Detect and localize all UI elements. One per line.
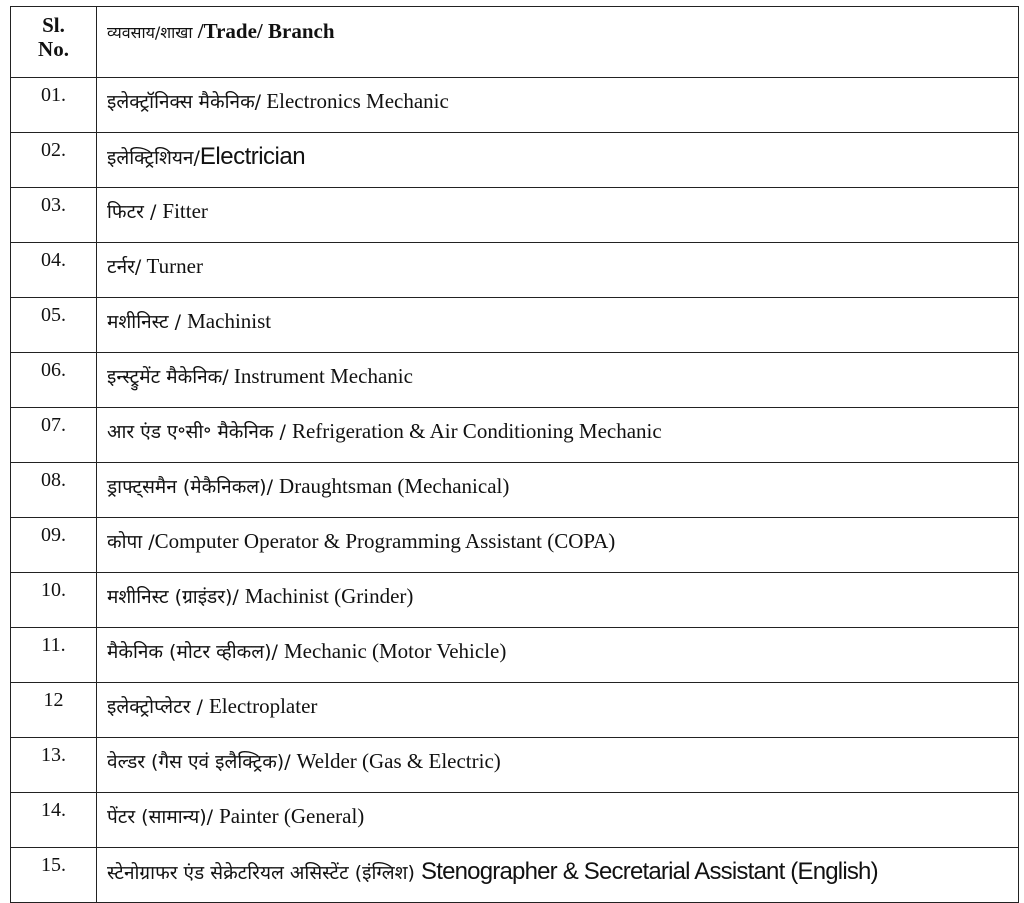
trade-name-english: Instrument Mechanic: [228, 364, 413, 388]
row-number: 13.: [11, 738, 97, 793]
trade-name-english: Electronics Mechanic: [261, 89, 449, 113]
sl-no-header: [11, 7, 97, 78]
trade-name-hindi: फिटर /: [107, 201, 163, 223]
trade-name-english: Machinist: [187, 309, 272, 333]
trade-branch-table: [10, 6, 1019, 903]
row-number: 12: [11, 683, 97, 738]
table-row: [11, 78, 1019, 133]
trade-name-hindi: स्टेनोग्राफर एंड सेक्रेटरियल असिस्टेंट (इंग्लिश): [107, 862, 422, 884]
row-number: 09.: [11, 518, 97, 573]
row-number: 15.: [11, 848, 97, 903]
row-number: 11.: [11, 628, 97, 683]
trade-name-cell: [97, 573, 1019, 628]
trade-name-cell: [97, 793, 1019, 848]
trade-name-english: Machinist (Grinder): [244, 584, 414, 608]
row-number: 10.: [11, 573, 97, 628]
table-row: [11, 463, 1019, 518]
trade-name-english: Painter (General): [219, 804, 365, 828]
table-row: [11, 683, 1019, 738]
trade-name-hindi: मैकेनिक (मोटर व्हीकल)/: [107, 641, 284, 663]
trade-name-hindi: पेंटर (सामान्य)/: [107, 806, 220, 828]
trade-name-english: Stenographer & Secretarial Assistant (English): [421, 858, 878, 885]
trade-name-english: Computer Operator & Programming Assistant (COPA): [154, 529, 616, 553]
table-header-row: [11, 7, 1019, 78]
trade-name-english: Draughtsman (Mechanical): [279, 474, 510, 498]
row-number: 08.: [11, 463, 97, 518]
trade-name-cell: [97, 408, 1019, 463]
trade-name-cell: [97, 298, 1019, 353]
trade-name-cell: [97, 78, 1019, 133]
trade-name-hindi: इलेक्ट्रॉनिक्स मैकेनिक/: [107, 91, 262, 113]
table-row: [11, 408, 1019, 463]
table-row: [11, 188, 1019, 243]
trade-name-hindi: इलेक्ट्रोप्लेटर /: [107, 696, 209, 718]
trade-name-cell: [97, 848, 1019, 903]
sl-header-line2: No.: [38, 37, 69, 61]
trade-name-english: Electrician: [199, 143, 306, 170]
row-number: 05.: [11, 298, 97, 353]
trade-name-cell: [97, 463, 1019, 518]
trade-name-cell: [97, 243, 1019, 298]
trade-name-english: Refrigeration & Air Conditioning Mechanic: [291, 419, 662, 443]
trade-name-hindi: आर एंड ए॰सी॰ मैकेनिक /: [107, 421, 292, 443]
trade-name-english: Welder (Gas & Electric): [296, 749, 501, 773]
row-number: 03.: [11, 188, 97, 243]
row-number: 14.: [11, 793, 97, 848]
trade-name-cell: [97, 518, 1019, 573]
trade-name-hindi: कोपा /: [107, 531, 155, 553]
trade-name-cell: [97, 133, 1019, 188]
table-row: [11, 628, 1019, 683]
table-row: [11, 243, 1019, 298]
trade-branch-header: [97, 7, 1019, 78]
trade-name-cell: [97, 683, 1019, 738]
trade-name-english: Electroplater: [208, 694, 318, 718]
table-row: [11, 298, 1019, 353]
trade-header-hindi: व्यवसाय/शाखा: [107, 23, 193, 42]
table-row: [11, 518, 1019, 573]
trade-name-hindi: इन्स्ट्रुमेंट मैकेनिक/: [107, 366, 229, 388]
trade-name-cell: [97, 188, 1019, 243]
table-row: [11, 738, 1019, 793]
trade-name-hindi: टर्नर/: [107, 256, 142, 278]
trade-header-english: /Trade/ Branch: [192, 19, 335, 43]
table-row: [11, 848, 1019, 903]
row-number: 04.: [11, 243, 97, 298]
trade-table-container: [10, 6, 1018, 903]
trade-name-english: Turner: [141, 254, 203, 278]
trade-name-hindi: इलेक्ट्रिशियन/: [107, 147, 200, 169]
row-number: 07.: [11, 408, 97, 463]
row-number: 06.: [11, 353, 97, 408]
trade-name-english: Fitter: [162, 199, 208, 223]
trade-name-cell: [97, 353, 1019, 408]
table-row: [11, 573, 1019, 628]
trade-name-cell: [97, 738, 1019, 793]
row-number: 02.: [11, 133, 97, 188]
table-row: [11, 133, 1019, 188]
trade-name-cell: [97, 628, 1019, 683]
trade-name-hindi: वेल्डर (गैस एवं इलैक्ट्रिक)/: [107, 751, 297, 773]
trade-name-english: Mechanic (Motor Vehicle): [283, 639, 507, 663]
trade-name-hindi: मशीनिस्ट (ग्राइंडर)/: [107, 586, 245, 608]
table-row: [11, 353, 1019, 408]
sl-header-line1: Sl.: [42, 13, 65, 37]
table-row: [11, 793, 1019, 848]
row-number: 01.: [11, 78, 97, 133]
trade-name-hindi: ड्राफ्ट्समैन (मेकैनिकल)/: [107, 476, 280, 498]
trade-name-hindi: मशीनिस्ट /: [107, 311, 188, 333]
